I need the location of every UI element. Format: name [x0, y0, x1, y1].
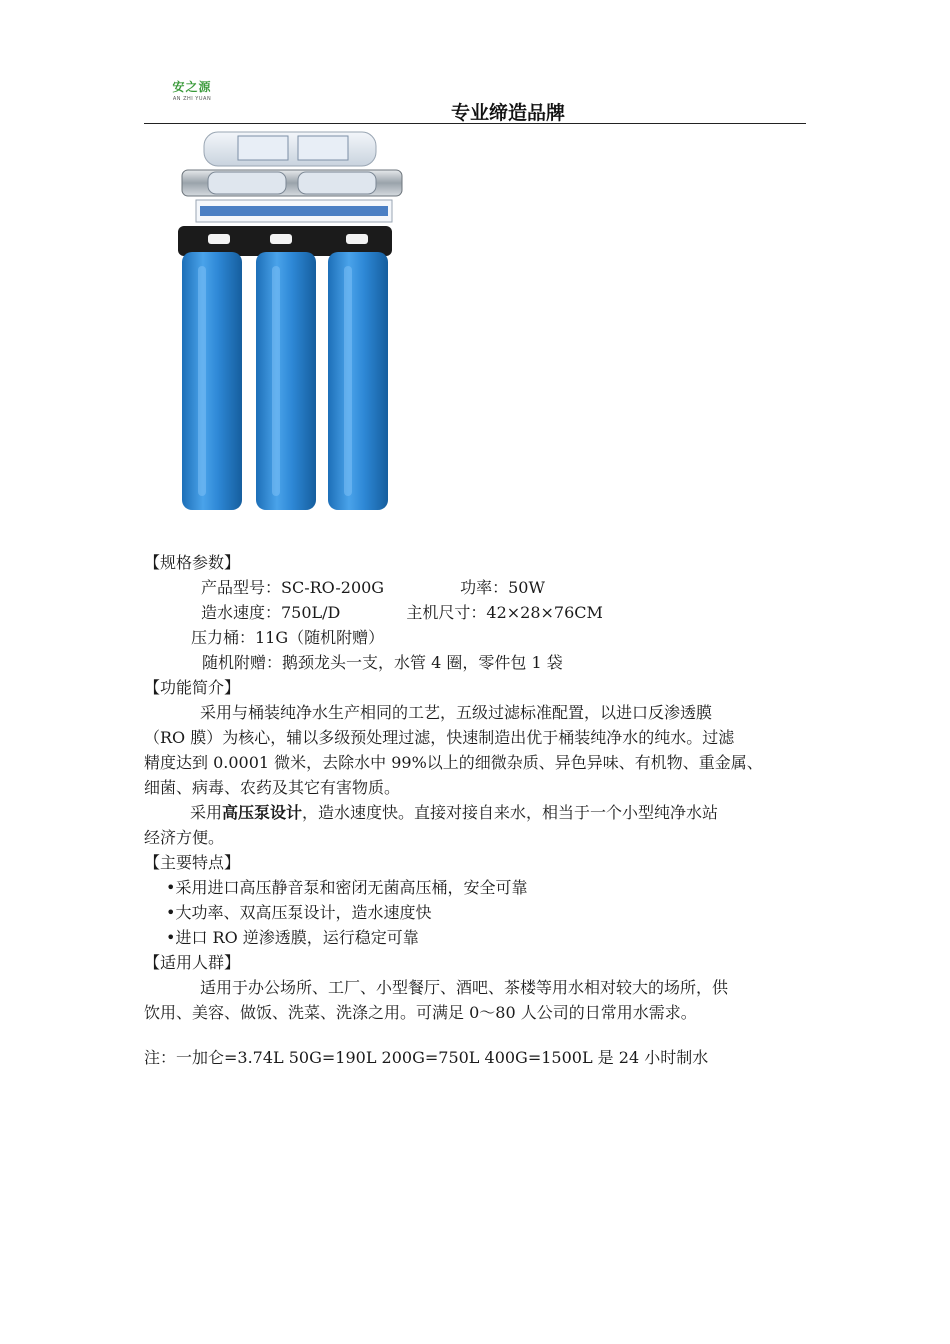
note-line: 注：一加仑=3.74L 50G=190L 200G=750L 400G=1500L 是 24 小时制水	[144, 1048, 709, 1067]
spec-size: 主机尺寸：42×28×76CM	[406, 603, 603, 622]
audience-line-1: 适用于办公场所、工厂、小型餐厅、酒吧、茶楼等用水相对较大的场所，供	[200, 978, 729, 997]
spec-speed: 造水速度：750L/D	[201, 603, 341, 622]
spec-power: 功率：50W	[460, 578, 545, 597]
function-p2-suffix: ，造水速度快。直接对接自来水，相当于一个小型纯净水站	[302, 803, 719, 822]
function-p2-prefix: 采用	[190, 803, 223, 822]
function-p2-bold: 高压泵设计	[222, 803, 303, 822]
spec-tank: 压力桶：11G（随机附赠）	[191, 628, 385, 647]
audience-heading: 【适用人群】	[144, 953, 241, 972]
spec-model: 产品型号：SC-RO-200G	[201, 578, 385, 597]
function-para-2-line-2: 经济方便。	[144, 828, 225, 847]
product-image	[178, 126, 426, 514]
function-heading: 【功能简介】	[144, 678, 241, 697]
logo-subtext: AN ZHI YUAN	[172, 96, 212, 102]
spec-row-2	[144, 600, 824, 625]
spec-row-1	[144, 575, 824, 600]
brand-logo	[163, 78, 221, 108]
function-line-3: 精度达到 0.0001 微米，去除水中 99%以上的细微杂质、异色异味、有机物、重金属、	[144, 753, 763, 772]
specs-heading: 【规格参数】	[144, 553, 241, 572]
function-line-2: （RO 膜）为核心，辅以多级预处理过滤，快速制造出优于桶装纯净水的纯水。过滤	[144, 728, 735, 747]
function-line-1: 采用与桶装纯净水生产相同的工艺，五级过滤标准配置，以进口反渗透膜	[200, 703, 713, 722]
audience-line-2: 饮用、美容、做饭、洗菜、洗涤之用。可满足 0～80 人公司的日常用水需求。	[144, 1003, 697, 1022]
header-divider	[144, 123, 806, 124]
logo-text: 安之源	[172, 80, 212, 94]
features-heading: 【主要特点】	[144, 853, 241, 872]
feature-item: •大功率、双高压泵设计，造水速度快	[166, 903, 432, 922]
function-para-2	[144, 800, 824, 825]
feature-item: •采用进口高压静音泵和密闭无菌高压桶，安全可靠	[166, 878, 528, 897]
header-title: 专业缔造品牌	[451, 102, 566, 124]
feature-item: •进口 RO 逆渗透膜，运行稳定可靠	[166, 928, 419, 947]
spec-accessories: 随机附赠：鹅颈龙头一支，水管 4 圈，零件包 1 袋	[202, 653, 563, 672]
spec-document	[144, 550, 824, 1070]
function-line-4: 细菌、病毒、农药及其它有害物质。	[144, 778, 401, 797]
